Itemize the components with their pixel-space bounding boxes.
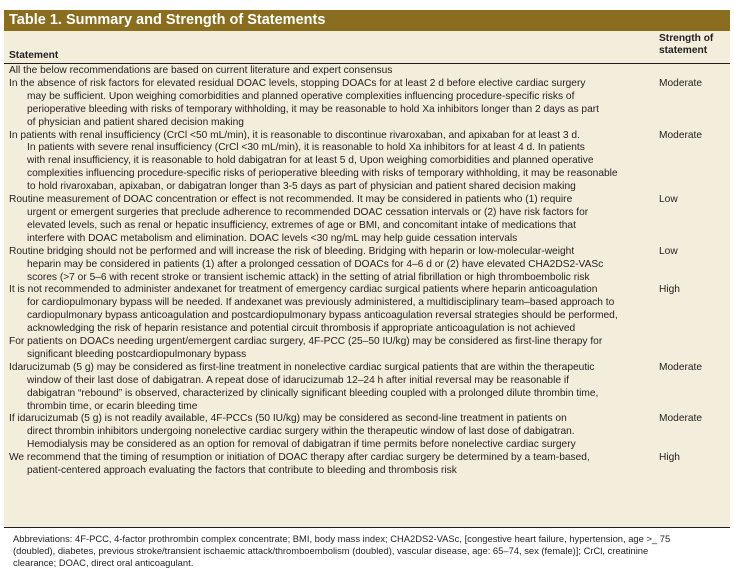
footnote-line: (doubled), diabetes, previous stroke/transient ischaemic attack/thromboembolism (doubled), vascular disease, age: 65–74, sex (female)]; CrCl, creatinine xyxy=(13,545,649,557)
table-row xyxy=(4,130,730,195)
statement-line: urgent or emergent surgeries that preclude adherence to recommended DOAC cessation intervals or (2) have risk factors for xyxy=(27,206,589,218)
statement-cell xyxy=(4,246,730,285)
statement-line: patient-centered approach evaluating the factors that contribute to bleeding and thrombosis risk xyxy=(27,465,457,477)
statement-line: may be sufficient. Upon weighing comorbidities and planned operative complexities influencing procedure-specific risks of xyxy=(27,90,575,102)
statement-line: for cardiopulmonary bypass will be needed. If andexanet was previously administered, a multidisciplinary team–based approach to xyxy=(27,297,615,309)
statement-line: If idarucizumab (5 g) is not readily available, 4F-PCCs (50 IU/kg) may be considered as second-line treatment in patients on xyxy=(9,413,567,425)
table-body xyxy=(4,31,730,528)
statement-line: significant bleeding postcardiopulmonary bypass xyxy=(27,348,247,360)
strength-cell: Moderate xyxy=(659,129,703,141)
statement-cell xyxy=(4,336,730,362)
footnote-line: Abbreviations: 4F-PCC, 4-factor prothrombin complex concentrate; BMI, body mass index; CHA2DS2-VASc, [congestive heart failure, hypertension, age >_ 75 xyxy=(13,533,671,544)
statement-line: Routine measurement of DOAC concentration or effect is not recommended. It may be considered in patients who (1) require xyxy=(9,194,573,206)
column-header-strength xyxy=(659,33,730,57)
statement-line: Idarucizumab (5 g) may be considered as first-line treatment in nonelective cardiac surgical patients that are within the therapeutic xyxy=(9,361,595,373)
statement-cell xyxy=(4,413,730,452)
table-row xyxy=(4,452,730,478)
statement-cell xyxy=(4,65,730,78)
statement-line: scores (>7 or 5–6 with recent stroke or transient ischemic attack) in the setting of atrial fibrillation or high thromboembolic risk xyxy=(27,271,590,283)
header-divider xyxy=(4,63,730,64)
summary-table xyxy=(4,10,730,569)
statement-cell xyxy=(4,362,730,414)
table-rows xyxy=(4,65,730,478)
table-row xyxy=(4,413,730,452)
column-header-strength-line2: statement xyxy=(659,45,708,56)
statement-line: We recommend that the timing of resumption or initiation of DOAC therapy after cardiac surgery be determined by a team-based, xyxy=(9,452,590,464)
table-row xyxy=(4,284,730,336)
statement-line: dabigatran “rebound” is observed, characterized by clinically significant bleeding coupled with a prolonged dilute thrombin time, xyxy=(27,387,599,399)
statement-line: acknowledging the risk of heparin resistance and potential circuit thrombosis if appropriate anticoagulation is not achieved xyxy=(27,323,576,335)
statement-line: It is not recommended to administer andexanet for treatment of emergency cardiac surgical patients where heparin anticoagulation xyxy=(9,284,598,296)
statement-cell xyxy=(4,130,730,195)
strength-cell: Low xyxy=(659,245,678,257)
strength-cell: High xyxy=(659,452,680,464)
strength-cell: Low xyxy=(659,194,678,206)
column-header-statement: Statement xyxy=(9,50,59,61)
table-row xyxy=(4,362,730,414)
table-footnote xyxy=(13,533,733,570)
table-row xyxy=(4,194,730,246)
statement-cell xyxy=(4,194,730,246)
statement-line: heparin may be considered in patients (1) after a prolonged cessation of DOACs for 4–6 d or (2) have elevated CHA2DS2-VASc xyxy=(27,258,604,270)
statement-line: complexities influencing procedure-specific risks of perioperative bleeding with risks of temporary withholding, it may be reasonable xyxy=(27,168,618,180)
statement-line: In patients with severe renal insufficiency (CrCl <30 mL/min), it is reasonable to hold Xa inhibitors for at least 4 d. In patients xyxy=(27,142,585,154)
strength-cell: High xyxy=(659,284,680,296)
statement-line: to hold rivaroxaban, apixaban, or dabigatran longer than 3-5 days as part of physician and patient shared decision making xyxy=(27,181,576,193)
statement-cell xyxy=(4,452,730,478)
statement-line: cardiopulmonary bypass anticoagulation and postcardiopulmonary bypass anticoagulation reversal strategies should be performed, xyxy=(27,310,618,322)
statement-line: Routine bridging should not be performed and will increase the risk of bleeding. Bridging with heparin or low-molecular-weight xyxy=(9,245,575,257)
table-row xyxy=(4,246,730,285)
strength-cell: Moderate xyxy=(659,77,703,89)
statement-cell xyxy=(4,284,730,336)
statement-line: All the below recommendations are based on current literature and expert consensus xyxy=(9,65,393,76)
table-row xyxy=(4,336,730,362)
statement-line: direct thrombin inhibitors undergoing nonelective cardiac surgery within the therapeutic window of last dose of dabigatran. xyxy=(27,426,575,438)
table-row xyxy=(4,78,730,130)
statement-line: thrombin time, or ecarin bleeding time xyxy=(27,400,198,412)
bottom-divider xyxy=(4,527,730,528)
table-title: Table 1. Summary and Strength of Statements xyxy=(4,10,730,31)
statement-line: perioperative bleeding with risks of temporary withholding, it may be reasonable to hold Xa inhibitors longer than 2 days as part xyxy=(27,103,599,115)
statement-line: window of their last dose of dabigatran. A repeat dose of idarucizumab 12–24 h after initial reversal may be reasonable if xyxy=(27,374,569,386)
footnote-line: clearance; DOAC, direct oral anticoagulant. xyxy=(13,557,194,569)
statement-line: interfere with DOAC metabolism and elimination. DOAC levels <30 ng/mL may help guide cessation intervals xyxy=(27,232,518,244)
statement-line: In the absence of risk factors for elevated residual DOAC levels, stopping DOACs for at least 2 d before elective cardiac surgery xyxy=(9,77,586,89)
statement-line: of physician and patient shared decision making xyxy=(27,116,244,128)
statement-line: with renal insufficiency, it is reasonable to hold dabigatran for at least 5 d, Upon weighing comorbidities and planned operative xyxy=(27,155,594,167)
statement-line: For patients on DOACs needing urgent/emergent cardiac surgery, 4F-PCC (25–50 IU/kg) may be considered as first-line therapy for xyxy=(9,336,603,348)
statement-line: In patients with renal insufficiency (CrCl <50 mL/min), it is reasonable to discontinue rivaroxaban, and apixaban for at least 3 d. xyxy=(9,129,580,141)
table-row xyxy=(4,65,730,78)
column-header-strength-line1: Strength of xyxy=(659,33,714,44)
strength-cell: Moderate xyxy=(659,361,703,373)
table-header-row xyxy=(4,31,730,64)
strength-cell: Moderate xyxy=(659,413,703,425)
statement-cell xyxy=(4,78,730,130)
statement-line: elevated levels, such as renal or hepatic insufficiency, extremes of age or BMI, and concomitant intake of medications that xyxy=(27,219,576,231)
statement-line: Hemodialysis may be considered as an option for removal of dabigatran if time permits before nonelective cardiac surgery xyxy=(27,439,576,451)
